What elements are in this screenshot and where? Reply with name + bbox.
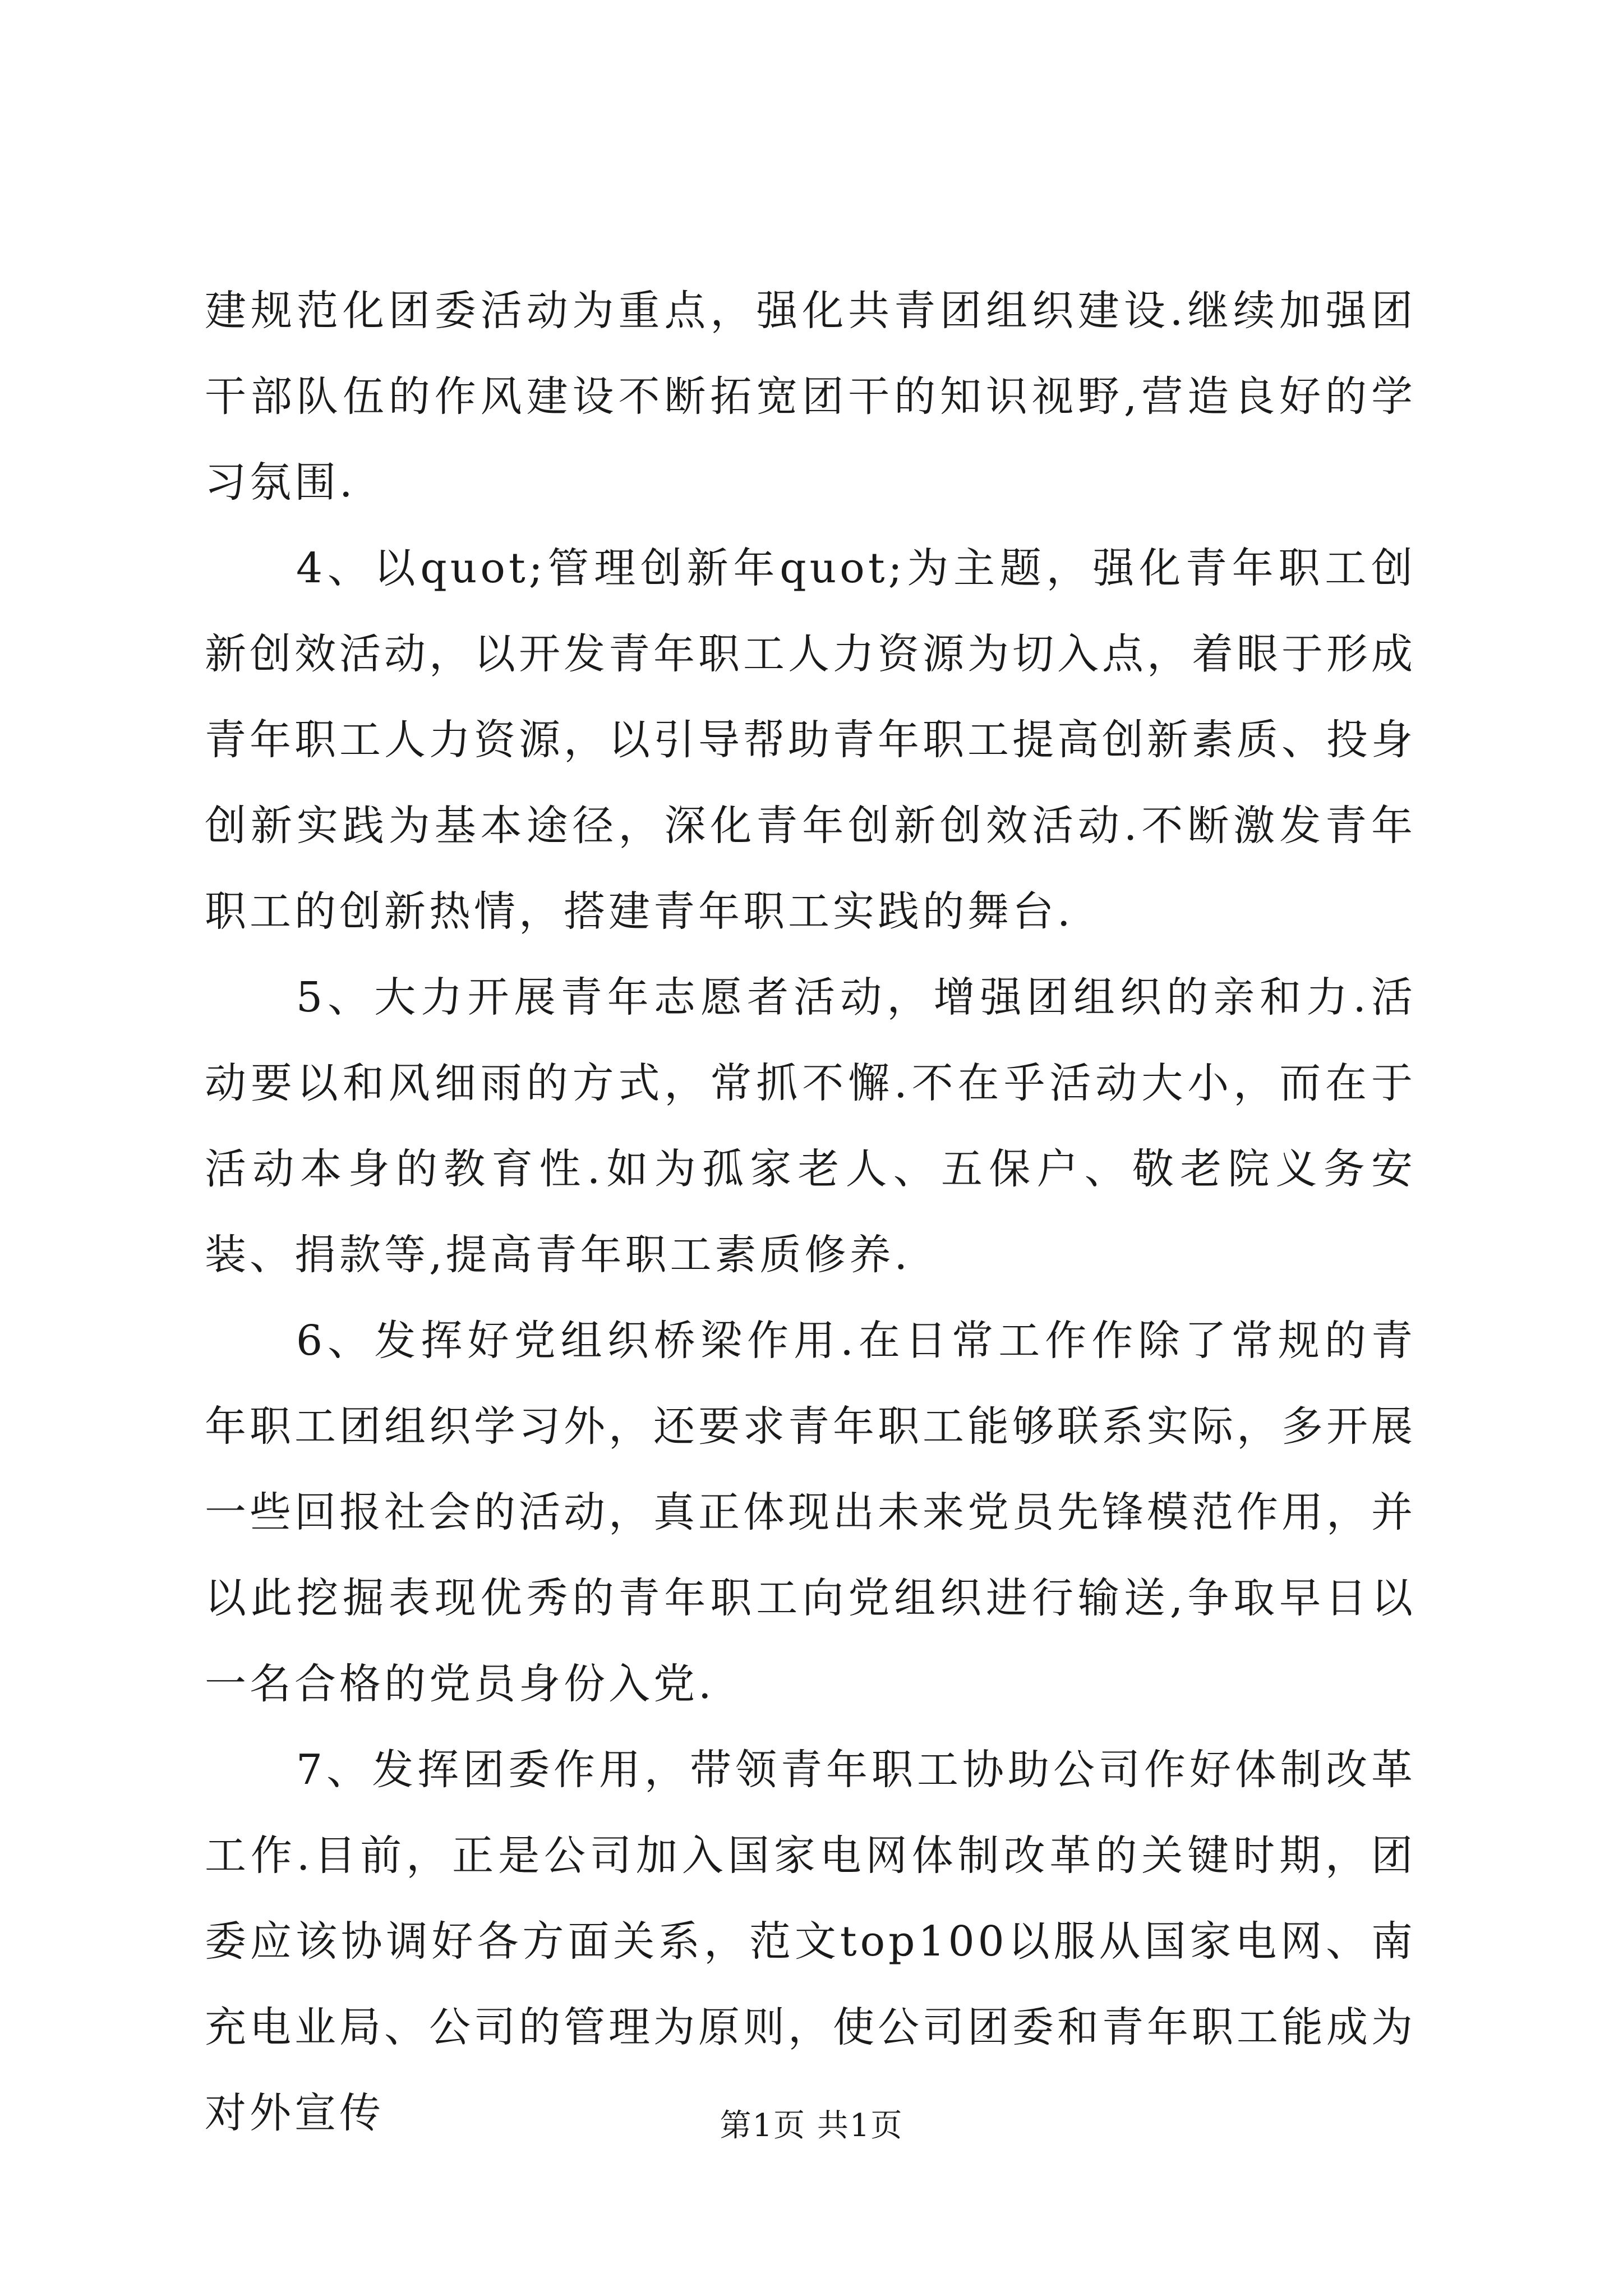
paragraph-continuation: 建规范化团委活动为重点，强化共青团组织建设.继续加强团干部队伍的作风建设不断拓宽团干的知识视野,营造良好的学习氛围.	[205, 287, 1416, 507]
page-number-indicator: 第1页 共1页	[720, 2108, 903, 2144]
paragraph-item-4: 4、以quot;管理创新年quot;为主题，强化青年职工创新创效活动，以开发青年职工人力资源为切入点，着眼于形成青年职工人力资源，以引导帮助青年职工提高创新素质、投身创新实践为基本途径，深化青年创新创效活动.不断激发青年职工的创新热情，搭建青年职工实践的舞台.	[205, 544, 1416, 936]
page-footer	[0, 2106, 1623, 2146]
paragraph-item-5: 5、大力开展青年志愿者活动，增强团组织的亲和力.活动要以和风细雨的方式，常抓不懈.不在乎活动大小，而在于活动本身的教育性.如为孤家老人、五保户、敬老院义务安装、捐款等,提高青年职工素质修养.	[205, 973, 1416, 1279]
paragraph-item-7: 7、发挥团委作用，带领青年职工协助公司作好体制改革工作.目前，正是公司加入国家电网体制改革的关键时期，团委应该协调好各方面关系，范文top100以服从国家电网、南充电业局、公司的管理为原则，使公司团委和青年职工能成为对外宣传	[205, 1746, 1416, 2137]
paragraph-item-6: 6、发挥好党组织桥梁作用.在日常工作作除了常规的青年职工团组织学习外，还要求青年职工能够联系实际，多开展一些回报社会的活动，真正体现出未来党员先锋模范作用，并以此挖掘表现优秀的青年职工向党组织进行输送,争取早日以一名合格的党员身份入党.	[205, 1317, 1416, 1708]
document-body	[205, 268, 1416, 2156]
